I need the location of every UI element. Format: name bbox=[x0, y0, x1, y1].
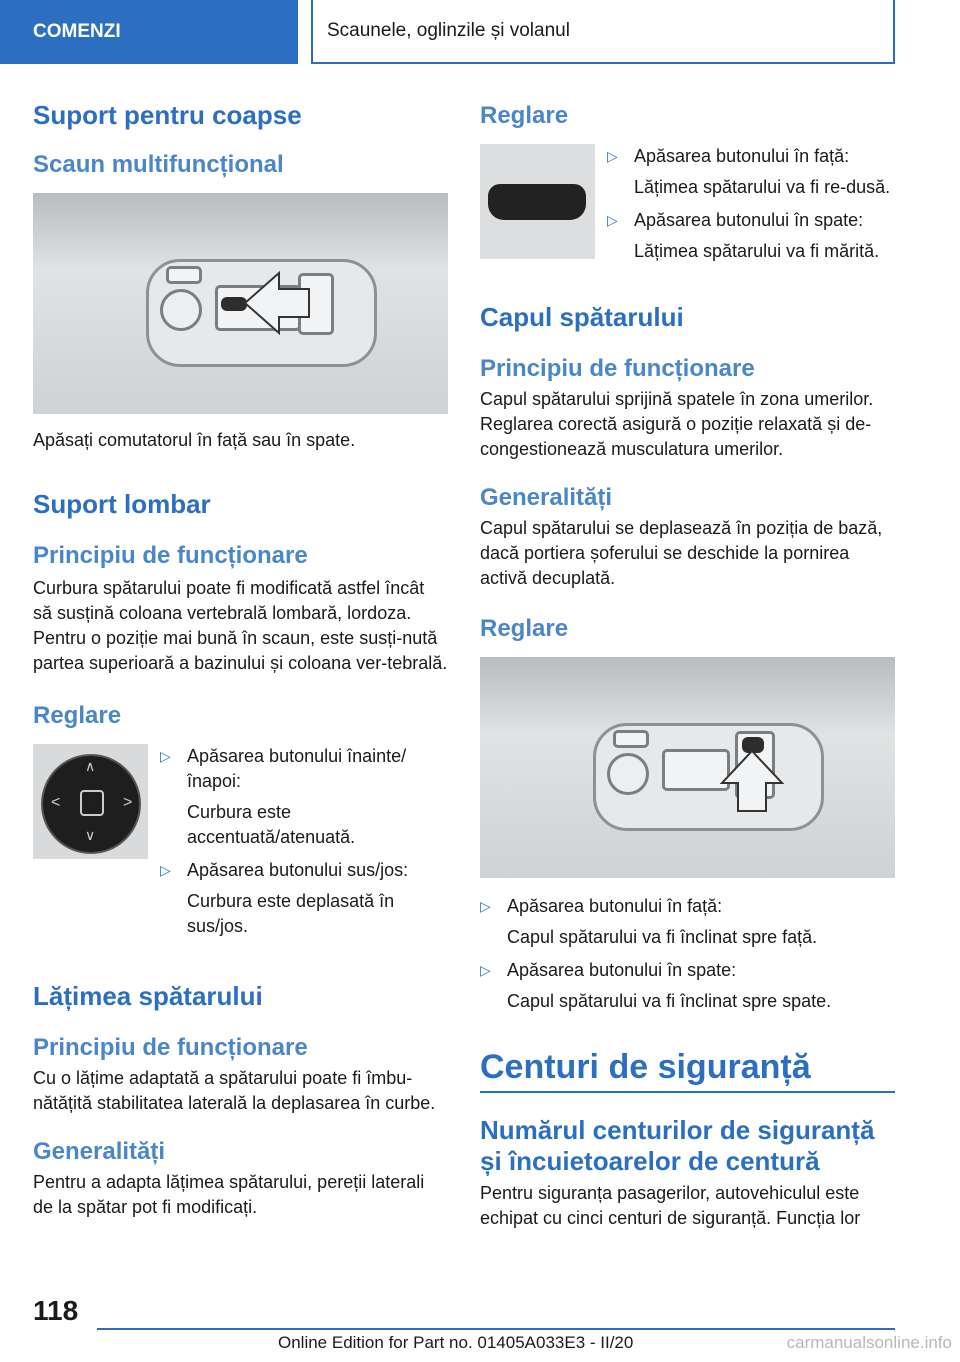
bullet-icon: ▷ bbox=[607, 212, 618, 228]
heading-principiu-3: Principiu de funcționare bbox=[480, 355, 755, 382]
heading-reglare-latime: Reglare bbox=[480, 102, 569, 129]
chevron-down-icon: ∨ bbox=[85, 827, 96, 843]
bullet-icon: ▷ bbox=[160, 862, 171, 878]
paragraph-generalitati-2: Capul spătarului se deplasează în poziția de bază, dacă portiera șoferului se deschide la pornirea activă decuplată. bbox=[480, 518, 883, 588]
paragraph-lombar: Curbura spătarului poate fi modificată astfel încât să susțină coloana vertebrală lombară, lordoza. Pentru o poziție mai bună în scaun, este susți-nută partea superioară a bazinului și coloana ver-tebrală. bbox=[33, 578, 448, 673]
footer-divider bbox=[97, 1328, 895, 1330]
heading-generalitati: Generalități bbox=[33, 1138, 166, 1165]
knob bbox=[607, 753, 649, 795]
list-item-text: Apăsarea butonului înainte/înapoi: bbox=[187, 746, 407, 791]
right-column bbox=[480, 100, 895, 1231]
chapter-tab: COMENZI bbox=[0, 0, 298, 64]
watermark: carmanualsonline.info bbox=[786, 1333, 952, 1352]
chevron-right-icon: > bbox=[123, 794, 133, 811]
list-item-detail: Lățimea spătarului va fi mărită. bbox=[634, 241, 880, 261]
lumbar-control-figure bbox=[33, 744, 148, 859]
bullet-icon: ▷ bbox=[480, 962, 491, 978]
headrest-switch-figure bbox=[480, 657, 895, 878]
bullet-icon: ▷ bbox=[480, 898, 491, 914]
heading-principiu-2: Principiu de funcționare bbox=[33, 1034, 308, 1061]
list-item bbox=[480, 958, 895, 983]
list-item-detail: Capul spătarului va fi înclinat spre spate. bbox=[507, 991, 832, 1011]
paragraph-capul: Capul spătarului sprijină spatele în zona umerilor. Reglarea corectă asigură o poziție relaxată și de-congestionează musculatura umerilor. bbox=[480, 389, 874, 459]
bullet-icon: ▷ bbox=[160, 748, 171, 764]
heading-centuri: Centuri de siguranță bbox=[480, 1048, 811, 1086]
width-switch-figure bbox=[480, 144, 595, 259]
chevron-left-icon: < bbox=[51, 794, 61, 811]
bullet-icon: ▷ bbox=[607, 148, 618, 164]
list-item bbox=[607, 208, 897, 233]
heading-suport-coapse: Suport pentru coapse bbox=[33, 100, 302, 130]
edition-text: Online Edition for Part no. 01405A033E3 - II/20 bbox=[278, 1333, 634, 1352]
memory-button bbox=[613, 730, 649, 748]
arrow-left-icon bbox=[243, 271, 313, 335]
list-item bbox=[480, 894, 895, 919]
width-switch bbox=[488, 184, 586, 220]
figure-caption: Apăsați comutatorul în față sau în spate. bbox=[33, 430, 356, 450]
chevron-up-icon: ∧ bbox=[85, 758, 96, 774]
heading-principiu: Principiu de funcționare bbox=[33, 542, 308, 569]
seat-icon bbox=[80, 790, 104, 816]
list-item-detail: Curbura este accentuată/atenuată. bbox=[187, 802, 356, 847]
seat-switch-figure bbox=[33, 193, 448, 414]
list-item-text: Apăsarea butonului în spate: bbox=[634, 210, 864, 230]
page-number: 118 bbox=[33, 1295, 79, 1326]
list-item bbox=[607, 144, 897, 169]
list-item bbox=[160, 858, 450, 883]
list-item-text: Apăsarea butonului în față: bbox=[634, 146, 850, 166]
heading-generalitati-2: Generalități bbox=[480, 484, 613, 511]
heading-suport-lombar: Suport lombar bbox=[33, 489, 211, 519]
paragraph-latime: Cu o lățime adaptată a spătarului poate fi îmbu-nătățită stabilitatea laterală la deplasarea în curbe. bbox=[33, 1068, 436, 1113]
memory-button bbox=[166, 266, 202, 284]
list-item-detail: Curbura este deplasată în sus/jos. bbox=[187, 891, 395, 936]
list-item-detail: Capul spătarului va fi înclinat spre față. bbox=[507, 927, 818, 947]
list-item-text: Apăsarea butonului în spate: bbox=[507, 960, 737, 980]
section-title: Scaunele, oglinzile și volanul bbox=[311, 0, 895, 64]
heading-reglare-cap: Reglare bbox=[480, 615, 569, 642]
knob bbox=[160, 289, 202, 331]
heading-scaun-multifunctional: Scaun multifuncțional bbox=[33, 151, 284, 178]
arrow-up-icon bbox=[720, 749, 784, 813]
heading-underline bbox=[480, 1091, 895, 1093]
paragraph-centuri: Pentru siguranța pasagerilor, autovehiculul este echipat cu cinci centuri de siguranță. Funcția lor bbox=[480, 1183, 861, 1228]
list-item bbox=[160, 744, 450, 794]
paragraph-generalitati: Pentru a adapta lățimea spătarului, pereții laterali de la spătar pot fi modificați. bbox=[33, 1172, 425, 1217]
list-item-text: Apăsarea butonului în față: bbox=[507, 896, 723, 916]
heading-reglare: Reglare bbox=[33, 702, 122, 729]
left-column bbox=[33, 100, 448, 1220]
heading-capul-spatarului: Capul spătarului bbox=[480, 302, 684, 332]
heading-latime-spatar: Lățimea spătarului bbox=[33, 981, 263, 1011]
heading-numar-centuri: Numărul centurilor de siguranță și încuietoarelor de centură bbox=[480, 1115, 875, 1176]
list-item-text: Apăsarea butonului sus/jos: bbox=[187, 860, 409, 880]
list-item-detail: Lățimea spătarului va fi re-dusă. bbox=[634, 177, 891, 197]
